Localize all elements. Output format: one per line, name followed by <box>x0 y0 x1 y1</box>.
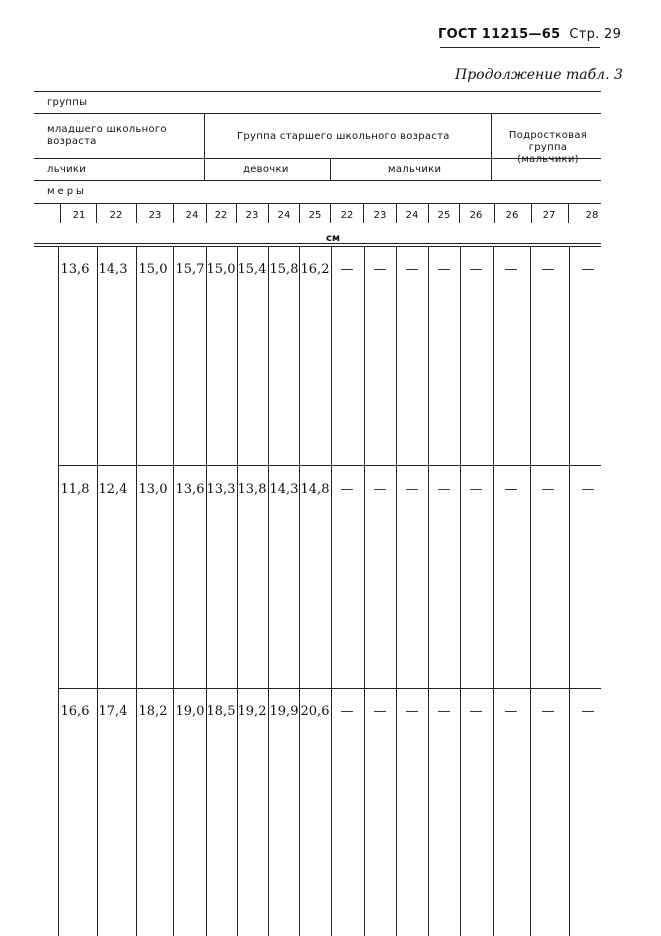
unit-label: см <box>326 233 341 244</box>
table-cell: — <box>504 482 518 497</box>
group-junior: младшего школьного возраста <box>47 124 167 147</box>
table-cell: 13,0 <box>138 482 168 497</box>
col-sep <box>173 203 174 223</box>
body-col-sep <box>364 246 365 936</box>
body-col-sep <box>237 246 238 936</box>
table-cell: — <box>581 482 595 497</box>
table-cell: 12,4 <box>98 482 128 497</box>
table-cell: — <box>469 704 483 719</box>
measures-label: меры <box>47 186 87 197</box>
column-header: 26 <box>469 210 483 221</box>
body-col-sep <box>173 246 174 936</box>
table-cell: 15,0 <box>138 262 168 277</box>
group-senior: Группа старшего школьного возраста <box>237 131 450 142</box>
table-cell: 18,2 <box>138 704 168 719</box>
column-header: 25 <box>308 210 322 221</box>
column-header: 25 <box>437 210 451 221</box>
table-cell: — <box>541 262 555 277</box>
table-cell: 17,4 <box>98 704 128 719</box>
table-cell: — <box>504 262 518 277</box>
body-col-sep <box>299 246 300 936</box>
body-col-sep <box>530 246 531 936</box>
table-cell: — <box>469 262 483 277</box>
table-cell: 19,2 <box>237 704 267 719</box>
table-cell: 19,9 <box>269 704 299 719</box>
table-cell: 16,6 <box>60 704 90 719</box>
table-cell: 15,8 <box>269 262 299 277</box>
column-header: 22 <box>214 210 228 221</box>
table-cell: — <box>405 482 419 497</box>
table-cell: 15,4 <box>237 262 267 277</box>
body-col-sep <box>460 246 461 936</box>
column-header: 23 <box>148 210 162 221</box>
rule-top <box>34 91 601 92</box>
column-header: 21 <box>72 210 86 221</box>
table-cell: — <box>437 262 451 277</box>
column-header: 26 <box>505 210 519 221</box>
table-cell: 14,3 <box>269 482 299 497</box>
table-cell: 13,3 <box>206 482 236 497</box>
table-cell: — <box>437 482 451 497</box>
rule-columns <box>34 203 601 204</box>
column-header: 24 <box>405 210 419 221</box>
body-col-sep <box>136 246 137 936</box>
table-cell: 13,6 <box>60 262 90 277</box>
sep-junior-senior <box>204 113 205 180</box>
table-cell: — <box>541 704 555 719</box>
table-cell: 20,6 <box>300 704 330 719</box>
body-col-sep <box>58 246 59 936</box>
column-header: 23 <box>373 210 387 221</box>
column-header: 22 <box>340 210 354 221</box>
table-continuation-caption: Продолжение табл. 3 <box>455 67 623 83</box>
rule-unit-1 <box>34 243 601 244</box>
table-cell: 14,8 <box>300 482 330 497</box>
table-cell: — <box>469 482 483 497</box>
rule-row-2 <box>58 688 601 689</box>
body-col-sep <box>493 246 494 936</box>
table-cell: — <box>504 704 518 719</box>
table-cell: 13,6 <box>175 482 205 497</box>
subgroup-boys-partial: льчики <box>47 164 87 175</box>
table-cell: — <box>581 704 595 719</box>
body-col-sep <box>569 246 570 936</box>
table-cell: — <box>373 704 387 719</box>
table-cell: — <box>437 704 451 719</box>
column-header: 24 <box>185 210 199 221</box>
body-col-sep <box>206 246 207 936</box>
column-header: 22 <box>109 210 123 221</box>
rule-measures <box>34 180 601 181</box>
col-sep <box>568 203 569 223</box>
table-cell: 19,0 <box>175 704 205 719</box>
sep-senior-teen <box>491 113 492 180</box>
column-header: 27 <box>542 210 556 221</box>
col-sep <box>96 203 97 223</box>
page-header <box>438 27 621 42</box>
subgroup-boys: мальчики <box>388 164 442 175</box>
table-cell: 18,5 <box>206 704 236 719</box>
rule-groups <box>34 113 601 114</box>
column-header: 23 <box>245 210 259 221</box>
rule-row-1 <box>58 465 601 466</box>
standard-number: ГОСТ 11215—65 <box>438 27 561 42</box>
rule-unit-2 <box>34 246 601 247</box>
groups-label: группы <box>47 97 88 108</box>
col-sep <box>60 203 61 223</box>
sep-girls-boys <box>330 158 331 180</box>
table-cell: — <box>340 704 354 719</box>
table-cell: — <box>405 262 419 277</box>
table-cell: — <box>373 482 387 497</box>
subgroup-girls: девочки <box>243 164 289 175</box>
body-col-sep <box>97 246 98 936</box>
body-col-sep <box>396 246 397 936</box>
table-cell: — <box>373 262 387 277</box>
page-number: Стр. 29 <box>569 27 622 42</box>
column-header: 24 <box>277 210 291 221</box>
table-cell: 15,7 <box>175 262 205 277</box>
table-cell: — <box>340 262 354 277</box>
table-cell: 16,2 <box>300 262 330 277</box>
table-cell: 14,3 <box>98 262 128 277</box>
table-cell: 13,8 <box>237 482 267 497</box>
table-cell: — <box>405 704 419 719</box>
body-col-sep <box>331 246 332 936</box>
table-cell: 11,8 <box>60 482 90 497</box>
body-col-sep <box>268 246 269 936</box>
column-header: 28 <box>585 210 599 221</box>
group-teen: Подростковая группа (мальчики) <box>508 130 588 165</box>
table-cell: 15,0 <box>206 262 236 277</box>
table-cell: — <box>581 262 595 277</box>
table-cell: — <box>340 482 354 497</box>
header-rule <box>440 47 600 48</box>
table-cell: — <box>541 482 555 497</box>
body-col-sep <box>428 246 429 936</box>
col-sep <box>136 203 137 223</box>
